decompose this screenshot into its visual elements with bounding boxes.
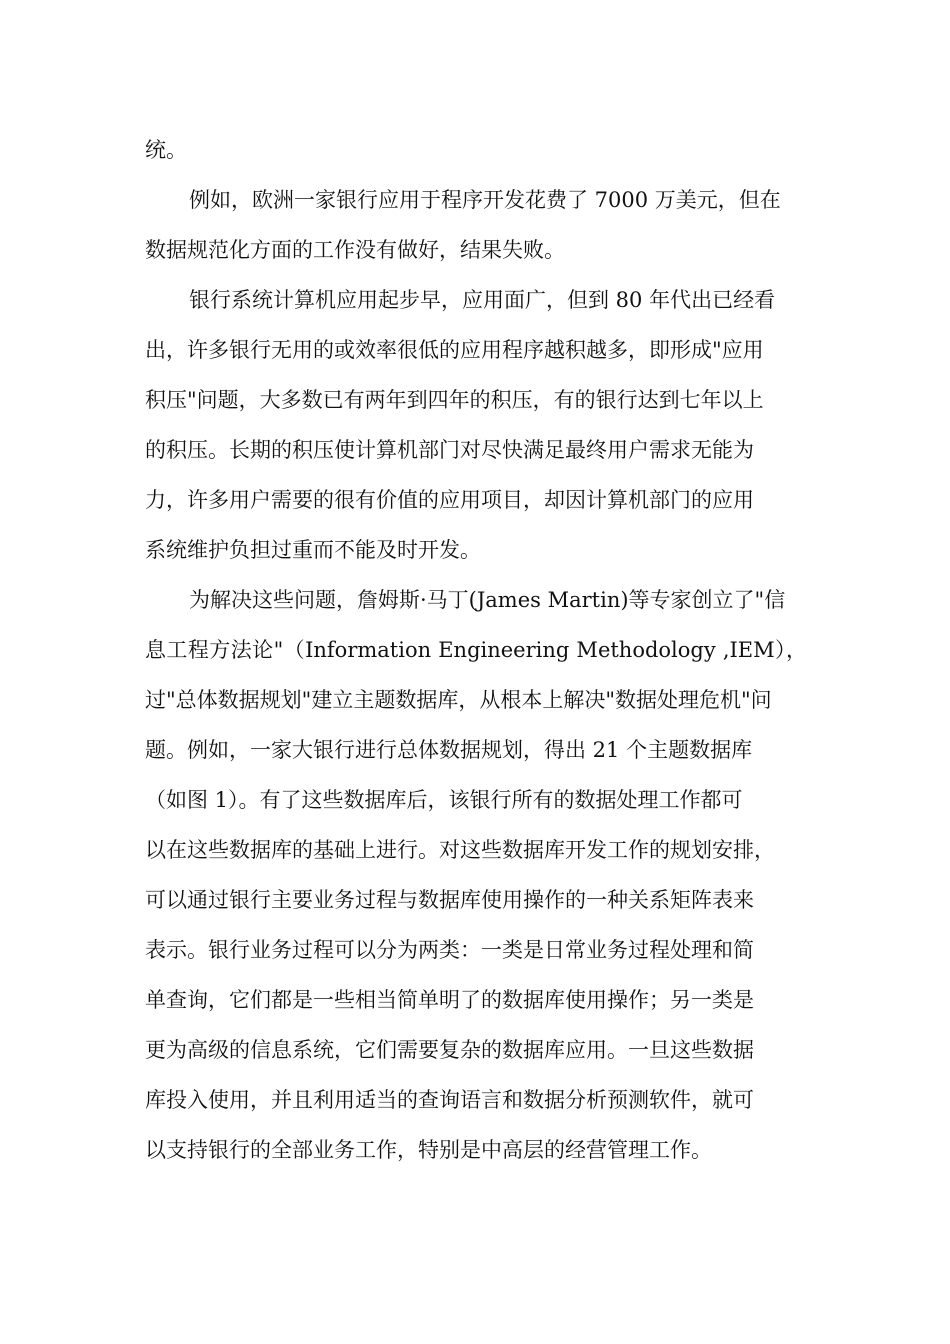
text-line: 力，许多用户需要的很有价值的应用项目，却因计算机部门的应用 — [145, 488, 754, 512]
paragraph-first-line: 银行系统计算机应用起步早，应用面广，但到 80 年代出已经看 — [189, 288, 776, 312]
text-line: （如图 1）。有了这些数据库后，该银行所有的数据处理工作都可 — [145, 788, 743, 812]
text-line: 过"总体数据规划"建立主题数据库，从根本上解决"数据处理危机"问 — [145, 688, 772, 712]
text-line: 表示。银行业务过程可以分为两类：一类是日常业务过程处理和简 — [145, 938, 754, 962]
text-line: 单查询，它们都是一些相当简单明了的数据库使用操作；另一类是 — [145, 988, 754, 1012]
document-body — [145, 125, 807, 1175]
paragraph-first-line: 例如，欧洲一家银行应用于程序开发花费了 7000 万美元，但在 — [189, 188, 781, 212]
text-line: 更为高级的信息系统，它们需要复杂的数据库应用。一旦这些数据 — [145, 1038, 754, 1062]
text-line: 库投入使用，并且利用适当的查询语言和数据分析预测软件，就可 — [145, 1088, 754, 1112]
text-line: 以支持银行的全部业务工作，特别是中高层的经营管理工作。 — [145, 1138, 712, 1162]
text-line: 以在这些数据库的基础上进行。对这些数据库开发工作的规划安排， — [145, 838, 775, 862]
paragraph-first-line: 为解决这些问题，詹姆斯·马丁(James Martin)等专家创立了"信 — [189, 588, 786, 612]
text-line: 可以通过银行主要业务过程与数据库使用操作的一种关系矩阵表来 — [145, 888, 754, 912]
text-line: 出，许多银行无用的或效率很低的应用程序越积越多，即形成"应用 — [145, 338, 764, 362]
text-line: 系统维护负担过重而不能及时开发。 — [145, 538, 481, 562]
text-line: 数据规范化方面的工作没有做好，结果失败。 — [145, 238, 565, 262]
text-line: 积压"问题，大多数已有两年到四年的积压，有的银行达到七年以上 — [145, 388, 764, 412]
text-line: 题。例如，一家大银行进行总体数据规划，得出 21 个主题数据库 — [145, 738, 753, 762]
text-line: 息工程方法论"（Information Engineering Methodology ,IEM）， — [145, 638, 807, 662]
text-line: 的积压。长期的积压使计算机部门对尽快满足最终用户需求无能为 — [145, 438, 754, 462]
text-line: 统。 — [145, 138, 187, 162]
